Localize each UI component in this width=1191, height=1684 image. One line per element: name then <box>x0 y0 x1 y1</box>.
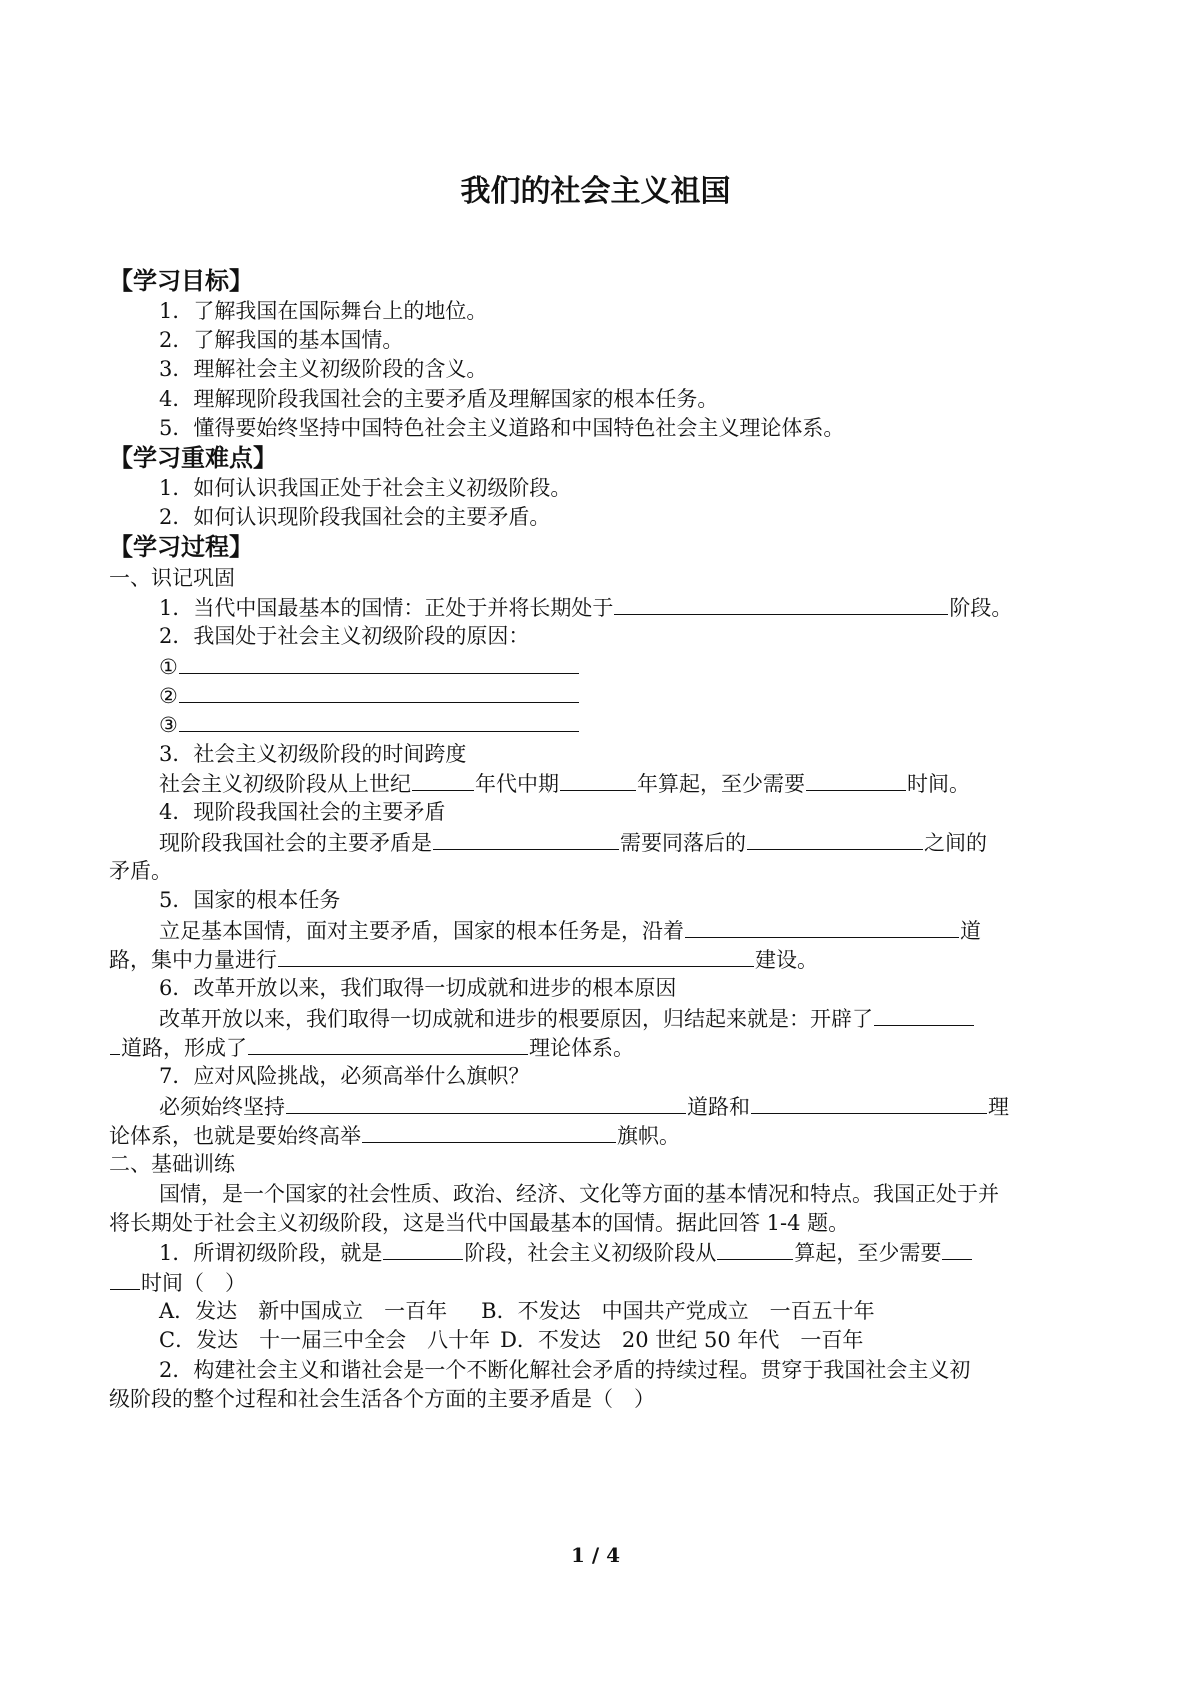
fill-blank[interactable] <box>685 915 959 938</box>
training-question-2-cont: 级阶段的整个过程和社会生活各个方面的主要矛盾是（ ） <box>109 1387 655 1411</box>
fill-blank[interactable] <box>717 1237 793 1260</box>
question-4-body: 现阶段我国社会的主要矛盾是 需要同落后的 之间的 <box>159 827 987 857</box>
fill-blank[interactable] <box>874 1003 974 1026</box>
training-question-2: 2．构建社会主义和谐社会是一个不断化解社会矛盾的持续过程。贯穿于我国社会主义初 <box>159 1358 971 1382</box>
key-point-item: 2．如何认识现阶段我国社会的主要矛盾。 <box>159 505 551 529</box>
goal-item: 1．了解我国在国际舞台上的地位。 <box>159 299 488 323</box>
option-b[interactable]: B．不发达 中国共产党成立 一百五十年 <box>481 1299 875 1323</box>
fill-blank[interactable] <box>362 1120 616 1143</box>
page-number: 1 / 4 <box>570 1543 621 1567</box>
question-4-title: 4．现阶段我国社会的主要矛盾 <box>159 800 446 824</box>
part-title-basic-training: 二、基础训练 <box>109 1152 235 1176</box>
section-heading-key-points: 【学习重难点】 <box>109 443 277 472</box>
training-question-1: 1．所谓初级阶段，就是 阶段，社会主义初级阶段从 算起，至少需要 <box>159 1237 973 1267</box>
option-d[interactable]: D．不发达 20 世纪 50 年代 一百年 <box>500 1328 864 1352</box>
question-5-title: 5．国家的根本任务 <box>159 888 341 912</box>
goal-item: 2．了解我国的基本国情。 <box>159 328 404 352</box>
fill-blank[interactable] <box>248 1032 528 1055</box>
question-7-body: 必须始终坚持 道路和 理 <box>159 1091 1009 1121</box>
question-1: 1．当代中国最基本的国情：正处于并将长期处于 阶段。 <box>159 592 1012 622</box>
question-3-body: 社会主义初级阶段从上世纪 年代中期 年算起，至少需要 时间。 <box>159 768 970 798</box>
option-c[interactable]: C．发达 十一届三中全会 八十年 <box>159 1328 491 1352</box>
question-4-body-cont: 矛盾。 <box>109 859 172 883</box>
part-title-memorize: 一、识记巩固 <box>109 566 235 590</box>
question-6-title: 6．改革开放以来，我们取得一切成就和进步的根本原因 <box>159 976 677 1000</box>
question-7-body-cont: 论体系，也就是要始终高举 旗帜。 <box>109 1120 680 1150</box>
fill-blank[interactable] <box>747 827 923 850</box>
goal-item: 3．理解社会主义初级阶段的含义。 <box>159 357 488 381</box>
goal-item: 4．理解现阶段我国社会的主要矛盾及理解国家的根本任务。 <box>159 387 719 411</box>
fill-blank[interactable] <box>751 1091 987 1114</box>
fill-blank[interactable] <box>942 1237 972 1260</box>
fill-blank[interactable] <box>179 680 579 703</box>
fill-blank[interactable] <box>110 1267 140 1290</box>
fill-blank[interactable] <box>286 1091 686 1114</box>
fill-blank[interactable] <box>560 768 636 791</box>
fill-blank[interactable] <box>110 1032 120 1055</box>
reason-line-2: ② <box>159 680 580 710</box>
fill-blank[interactable] <box>614 592 948 615</box>
fill-blank[interactable] <box>806 768 906 791</box>
option-row-cd <box>159 1325 863 1355</box>
reason-line-3: ③ <box>159 709 580 739</box>
fill-blank[interactable] <box>383 1237 463 1260</box>
fill-blank[interactable] <box>179 709 579 732</box>
question-7-title: 7．应对风险挑战，必须高举什么旗帜？ <box>159 1064 530 1088</box>
question-3-title: 3．社会主义初级阶段的时间跨度 <box>159 742 467 766</box>
fill-blank[interactable] <box>179 651 579 674</box>
option-a[interactable]: A．发达 新中国成立 一百年 <box>159 1299 448 1323</box>
option-row-ab <box>159 1296 875 1326</box>
fill-blank[interactable] <box>433 827 619 850</box>
page-title: 我们的社会主义祖国 <box>460 174 731 209</box>
training-intro-cont: 将长期处于社会主义初级阶段，这是当代中国最基本的国情。据此回答 1-4 题。 <box>109 1211 850 1235</box>
training-question-1-cont: 时间（ ） <box>109 1267 246 1297</box>
goal-item: 5．懂得要始终坚持中国特色社会主义道路和中国特色社会主义理论体系。 <box>159 416 845 440</box>
fill-blank[interactable] <box>278 944 754 967</box>
key-point-item: 1．如何认识我国正处于社会主义初级阶段。 <box>159 476 572 500</box>
reason-line-1: ① <box>159 651 580 681</box>
section-heading-process: 【学习过程】 <box>109 532 253 561</box>
question-5-body: 立足基本国情，面对主要矛盾，国家的根本任务是，沿着 道 <box>159 915 981 945</box>
question-2: 2．我国处于社会主义初级阶段的原因： <box>159 624 530 648</box>
question-6-body: 改革开放以来，我们取得一切成就和进步的根要原因，归结起来就是：开辟了 <box>159 1003 975 1033</box>
section-heading-goals: 【学习目标】 <box>109 266 253 295</box>
training-intro: 国情，是一个国家的社会性质、政治、经济、文化等方面的基本情况和特点。我国正处于并 <box>159 1182 999 1206</box>
question-6-body-cont: 道路，形成了 理论体系。 <box>109 1032 634 1062</box>
question-5-body-cont: 路，集中力量进行 建设。 <box>109 944 818 974</box>
fill-blank[interactable] <box>412 768 474 791</box>
